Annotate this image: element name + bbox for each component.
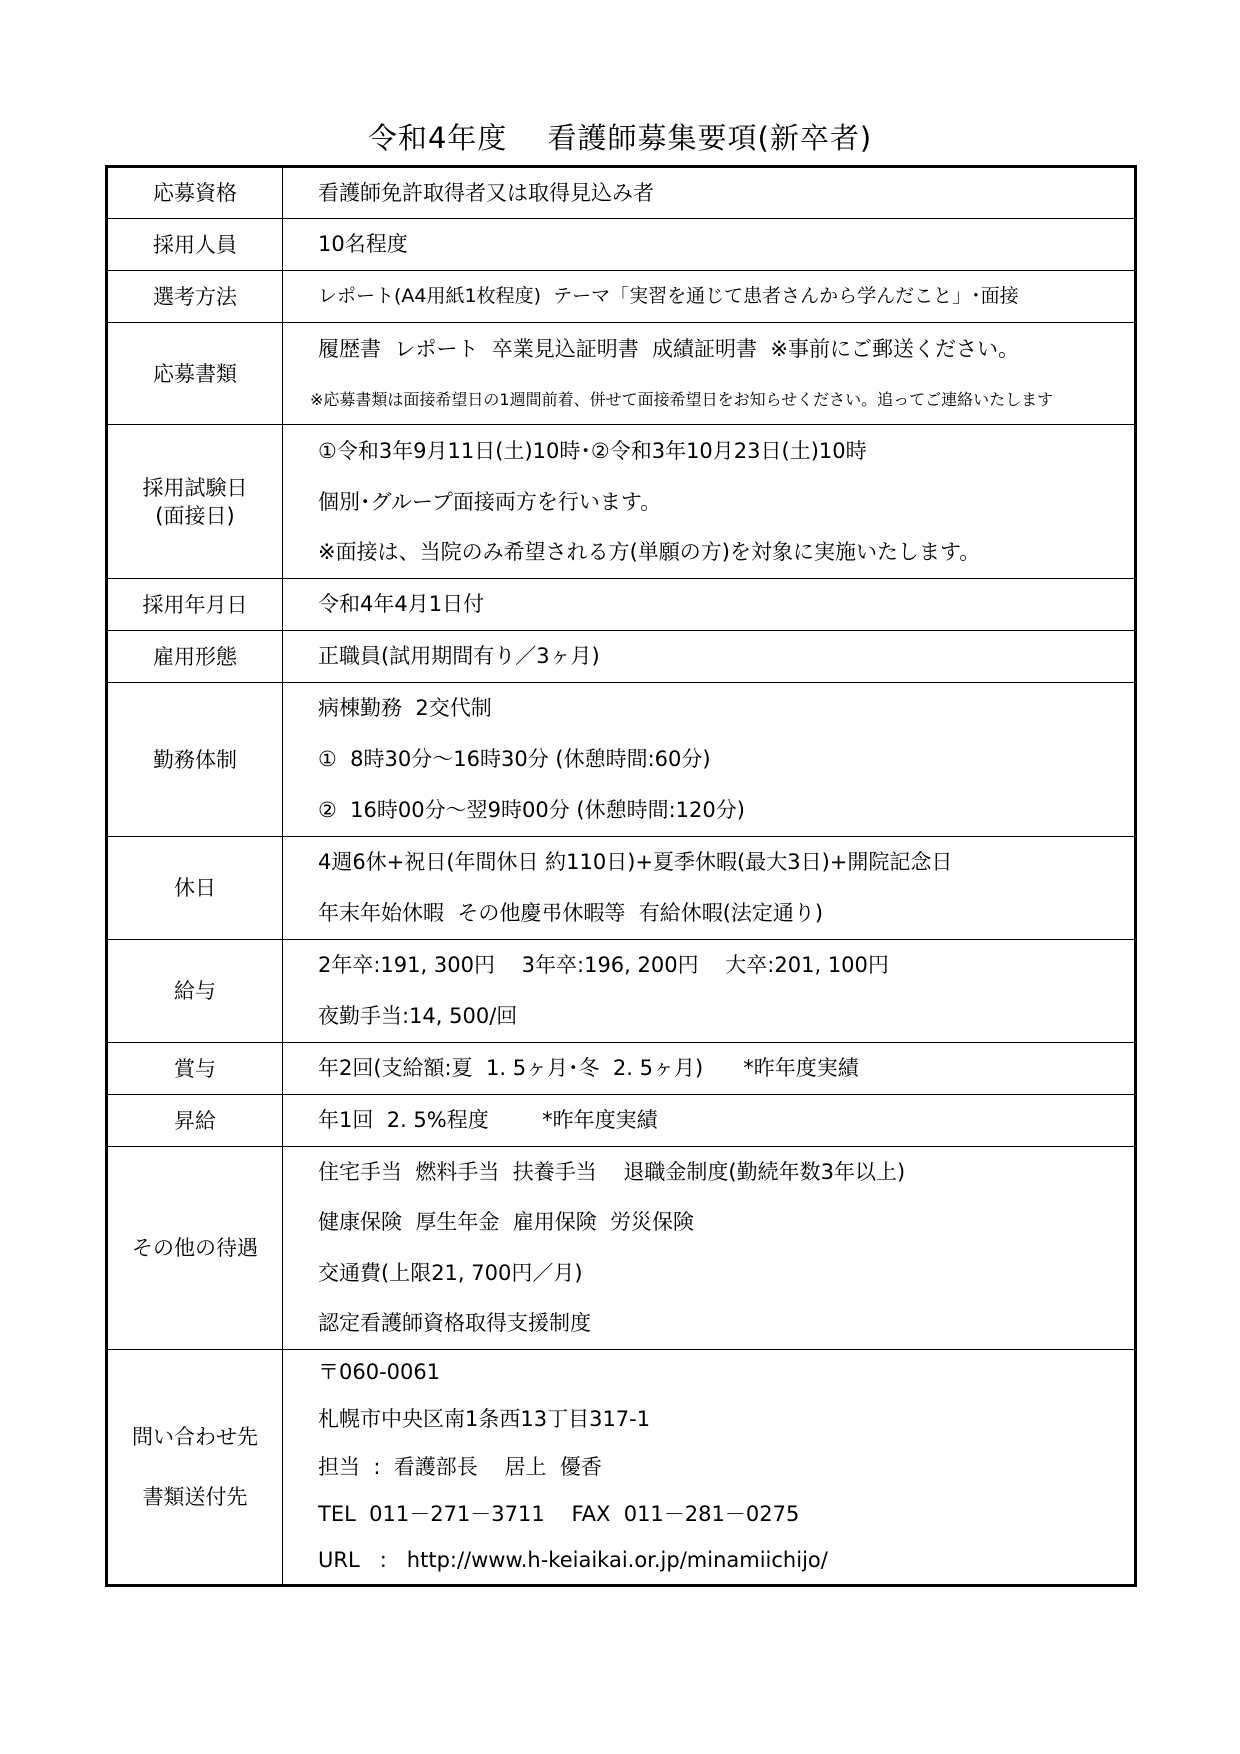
table-row	[107, 1147, 1136, 1350]
row-label	[107, 579, 283, 631]
table-row	[107, 1350, 1136, 1586]
row-label-text: (面接日)	[155, 503, 235, 528]
row-value	[283, 683, 1136, 837]
row-value-line: 令和4年4月1日付	[318, 592, 485, 616]
row-value-line: 年末年始休暇 その他慶弔休暇等 有給休暇(法定通り)	[318, 901, 824, 925]
row-value-line: 認定看護師資格取得支援制度	[318, 1311, 591, 1335]
row-value-line: 夜勤手当:14, 500/回	[318, 1004, 518, 1028]
row-value-line: 病棟勤務 2交代制	[318, 696, 492, 720]
row-label-text: 採用試験日	[142, 475, 248, 500]
row-value	[283, 940, 1136, 1043]
row-value	[283, 219, 1136, 271]
row-label	[107, 683, 283, 837]
row-value-line: ※面接は、当院のみ希望される方(単願の方)を対象に実施いたします。	[318, 540, 981, 564]
row-value-line: ※応募書類は面接希望日の1週間前着、併せて面接希望日をお知らせください。追ってご連絡いたします	[310, 390, 1054, 409]
row-label-text: 雇用形態	[153, 644, 237, 669]
row-label	[107, 425, 283, 579]
row-value-line: ② 16時00分～翌9時00分 (休憩時間:120分)	[318, 798, 745, 822]
row-value-line: 担当 : 看護部長 居上 優香	[318, 1455, 602, 1479]
row-label-text: 応募資格	[153, 181, 237, 205]
row-label	[107, 323, 283, 425]
row-value	[283, 323, 1136, 425]
row-label-text: 昇給	[174, 1108, 216, 1133]
row-value	[283, 1147, 1136, 1350]
row-label-text: 賞与	[174, 1056, 216, 1081]
row-label-text: 書類送付先	[142, 1485, 248, 1509]
table-body	[107, 167, 1136, 1586]
row-label	[107, 1147, 283, 1350]
row-label	[107, 219, 283, 271]
row-label-text: 採用人員	[153, 232, 237, 257]
row-label-text: 給与	[174, 979, 216, 1003]
table-row	[107, 323, 1136, 425]
row-value	[283, 425, 1136, 579]
table-row	[107, 940, 1136, 1043]
table-row	[107, 579, 1136, 631]
row-value-line: 住宅手当 燃料手当 扶養手当 退職金制度(勤続年数3年以上)	[318, 1160, 906, 1184]
row-value-line: URL : http://www.h-keiaikai.or.jp/minamiichijo/	[318, 1548, 828, 1572]
row-value-line: 看護師免許取得者又は取得見込み者	[318, 181, 654, 205]
row-label	[107, 167, 283, 219]
row-label	[107, 1350, 283, 1586]
row-value-line: 2年卒:191, 300円 3年卒:196, 200円 大卒:201, 100円	[318, 953, 889, 977]
row-value-line: ①令和3年9月11日(土)10時･②令和3年10月23日(土)10時	[318, 439, 867, 463]
row-value-line: 札幌市中央区南1条西13丁目317-1	[318, 1407, 651, 1431]
row-value-line: 交通費(上限21, 700円／月)	[318, 1261, 583, 1285]
row-value	[283, 1043, 1136, 1095]
row-value-line: 健康保険 厚生年金 雇用保険 労災保険	[318, 1210, 695, 1234]
row-label	[107, 940, 283, 1043]
table-row	[107, 167, 1136, 219]
row-value	[283, 579, 1136, 631]
page-title: 令和4年度 看護師募集要項(新卒者)	[367, 121, 873, 155]
table-row	[107, 1095, 1136, 1147]
row-label-text: 選考方法	[153, 284, 237, 309]
row-value-line: 個別･グループ面接両方を行います。	[318, 490, 662, 514]
row-label-text: 勤務体制	[153, 747, 237, 772]
table-row	[107, 631, 1136, 683]
table-row	[107, 219, 1136, 271]
row-value-line: ① 8時30分～16時30分 (休憩時間:60分)	[318, 747, 711, 771]
row-value-line: 〒060-0061	[318, 1360, 441, 1384]
table-row	[107, 425, 1136, 579]
row-value	[283, 1095, 1136, 1147]
row-label-text: 休日	[174, 876, 216, 900]
row-value-line: 年1回 2. 5%程度 *昨年度実績	[318, 1108, 658, 1132]
table-row	[107, 683, 1136, 837]
row-value	[283, 631, 1136, 683]
row-label	[107, 1095, 283, 1147]
row-value-line: レポート(A4用紙1枚程度) テーマ「実習を通じて患者さんから学んだこと」･面接	[318, 285, 1019, 307]
row-label	[107, 631, 283, 683]
row-value	[283, 837, 1136, 940]
row-value-line: TEL 011－271－3711 FAX 011－281－0275	[318, 1502, 800, 1526]
row-label-text: 応募書類	[153, 361, 237, 386]
row-value-line: 4週6休+祝日(年間休日 約110日)+夏季休暇(最大3日)+開院記念日	[318, 850, 953, 874]
row-label	[107, 837, 283, 940]
row-label-text: その他の待遇	[132, 1236, 258, 1260]
recruitment-table	[105, 165, 1137, 1587]
row-value-line: 履歴書 レポート 卒業見込証明書 成績証明書 ※事前にご郵送ください。	[318, 337, 1019, 361]
row-value-line: 年2回(支給額:夏 1. 5ヶ月･冬 2. 5ヶ月) *昨年度実績	[318, 1056, 859, 1080]
row-label	[107, 1043, 283, 1095]
row-label-text: 問い合わせ先	[132, 1425, 258, 1449]
row-value-line: 正職員(試用期間有り／3ヶ月)	[318, 644, 600, 668]
row-label	[107, 271, 283, 323]
row-value	[283, 167, 1136, 219]
row-label-text: 採用年月日	[142, 592, 248, 617]
row-value	[283, 1350, 1136, 1586]
table-row	[107, 837, 1136, 940]
table-row	[107, 271, 1136, 323]
row-value-line: 10名程度	[318, 232, 408, 256]
table-row	[107, 1043, 1136, 1095]
row-value	[283, 271, 1136, 323]
